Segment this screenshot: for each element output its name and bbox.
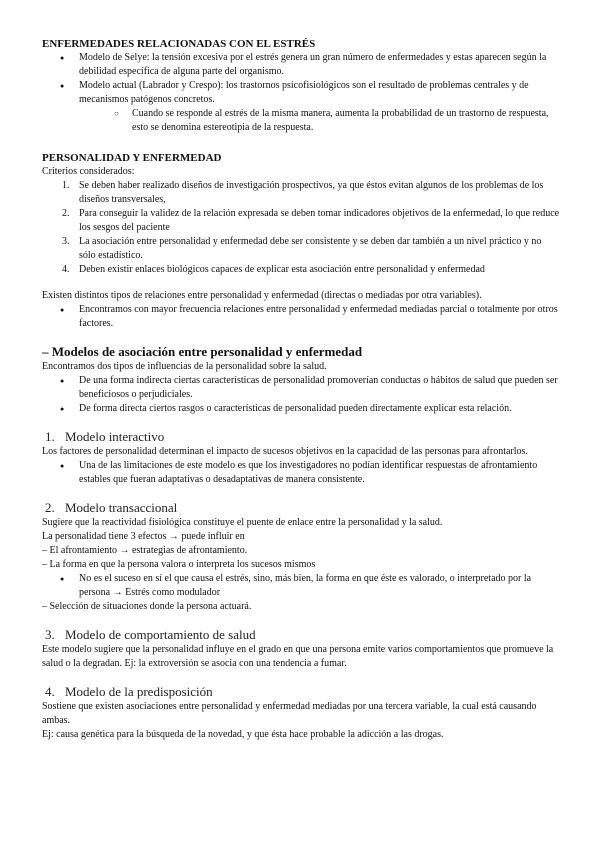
heading-modelo-comportamiento: 3. Modelo de comportamiento de salud — [45, 627, 256, 642]
list-item: ● Modelo actual (Labrador y Crespo): los trastornos psicofisiológicos son el resultado de problemas centrales y de mecanismos patógenos concretos. — [42, 79, 560, 107]
list-item: 1. Se deben haber realizado diseños de investigación prospectivos, ya que éstos evitan algunos de los problemas de los diseños transversales, — [62, 180, 544, 205]
section-title-personalidad: PERSONALIDAD Y ENFERMEDAD — [42, 152, 222, 164]
criteria-intro: Criterios considerados: — [42, 166, 135, 177]
interactivo-text: Los factores de personalidad determinan el impacto de sucesos objetivos en la capacidad de las personas para afrontarlos. — [42, 446, 528, 457]
relations-text: Existen distintos tipos de relaciones entre personalidad y enfermedad (directas o mediadas por otra variables). — [42, 290, 482, 301]
list-item: ● No es el suceso en sí el que causa el estrés, sino, más bien, la forma en que éste es valorado, o interpretado por la persona → Estrés como modulador — [42, 572, 560, 600]
sub-list-item: ○ Cuando se responde al estrés de la misma manera, aumenta la probabilidad de un trastorno de respuesta, esto se denomina estereotipia de la respuesta. — [42, 107, 560, 135]
modelos-list — [42, 374, 560, 416]
transaccional-list — [42, 572, 560, 600]
relations-list — [42, 303, 560, 331]
transaccional-line: – El afrontamiento → estrategias de afrontamiento. — [42, 545, 248, 556]
section-title-modelos: – Modelos de asociación entre personalidad y enfermedad — [42, 344, 363, 359]
transaccional-line: – La forma en que la persona valora o interpreta los sucesos mismos — [42, 559, 316, 570]
criteria-list — [42, 179, 560, 277]
list-item: ● De forma directa ciertos rasgos o características de personalidad pueden directamente explicar esta relación. — [42, 402, 560, 416]
transaccional-line: Sugiere que la reactividad fisiológica constituye el puente de enlace entre la personalidad y la salud. — [42, 517, 443, 528]
list-item: 4. Deben existir enlaces biológicos capaces de explicar esta asociación entre personalidad y enfermedad — [62, 264, 485, 275]
section-title-estres: ENFERMEDADES RELACIONADAS CON EL ESTRÉS — [42, 38, 316, 50]
heading-modelo-predisposicion: 4. Modelo de la predisposición — [45, 684, 213, 699]
modelos-intro: Encontramos dos tipos de influencias de la personalidad sobre la salud. — [42, 361, 327, 372]
list-item: 2. Para conseguir la validez de la relación expresada se deben tomar indicadores objetivos de la enfermedad, lo que reduce los sesgos del paciente — [62, 208, 560, 233]
heading-modelo-interactivo: 1. Modelo interactivo — [45, 429, 165, 444]
list-item: ● Una de las limitaciones de este modelo es que los investigadores no podían identificar respuestas de afrontamiento estables que fueran adaptativas o desadaptativas de manera consistente. — [42, 459, 560, 487]
list-item: ● De una forma indirecta ciertas características de personalidad promoverían conductas o hábitos de salud que pueden ser beneficiosos o perjudiciales. — [42, 374, 560, 402]
predisposicion-text: Sostiene que existen asociaciones entre personalidad y enfermedad mediadas por una tercera variable, la cual está causando ambas. — [42, 701, 537, 726]
transaccional-line: – Selección de situaciones donde la persona actuará. — [42, 601, 252, 612]
list-item: ● Modelo de Selye: la tensión excesiva por el estrés genera un gran número de enfermedades y estas aparecen según la debilidad específica de alguna parte del organismo. — [42, 51, 560, 79]
predisposicion-example: Ej: causa genética para la búsqueda de la novedad, y que ésta hace probable la adicción a las drogas. — [42, 729, 444, 740]
list-item: ● Encontramos con mayor frecuencia relaciones entre personalidad y enfermedad mediadas parcial o totalmente por otros factores. — [42, 303, 560, 331]
list-item: 3. La asociación entre personalidad y enfermedad debe ser consistente y se deben dar también a un nivel práctico y no sólo estadístico. — [62, 236, 542, 261]
estres-list — [42, 51, 560, 135]
interactivo-list — [42, 459, 560, 487]
comportamiento-text: Este modelo sugiere que la personalidad influye en el grado en que una persona emite varios comportamientos que promueve la salud o la degradan. Ej: la extroversión se asocia con una tendencia a fumar. — [42, 644, 554, 669]
heading-modelo-transaccional: 2. Modelo transaccional — [45, 500, 178, 515]
transaccional-line: La personalidad tiene 3 efectos → puede influir en — [42, 531, 245, 542]
